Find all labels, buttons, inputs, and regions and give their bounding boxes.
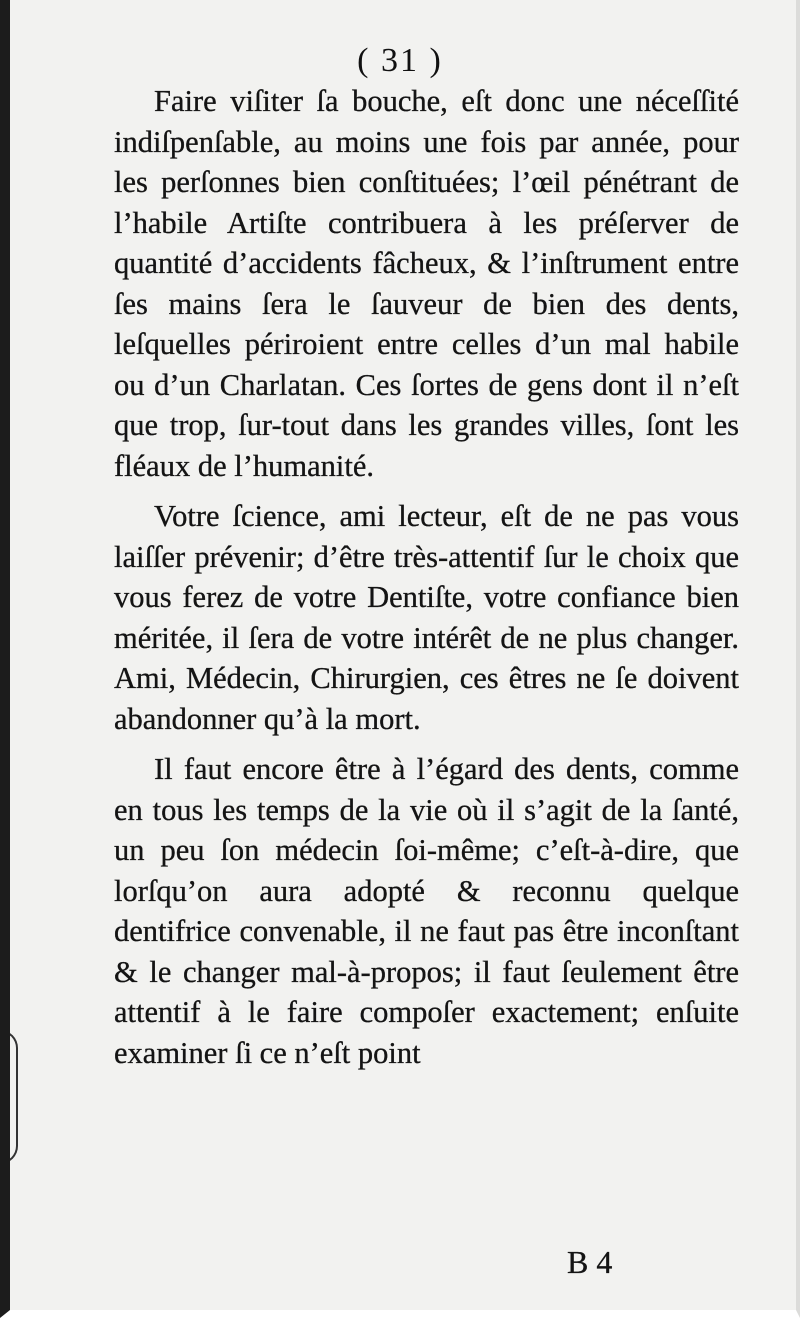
- page-number: ( 31 ): [357, 42, 443, 79]
- paragraph-2: Votre ſcience, ami lecteur, eſt de ne pas vous laiſſer prévenir; d’être très-attentif ſur le choix que vous ferez de votre Dentiſte, votre confiance bien méritée, il ſera de votre intérêt de ne plus changer. Ami, Médecin, Chirurgien, ces êtres ne ſe doivent abandonner qu’à la mort.: [114, 499, 739, 736]
- paragraph-3: Il faut encore être à l’égard des dents, comme en tous les temps de la vie où il s’agit de la ſanté, un peu ſon médecin ſoi-même; c’eſt-à-dire, que lorſqu’on aura adopté & reconnu quelque dentifrice convenable, il ne faut pas être inconſtant & le changer mal-à-propos; il faut ſeulement être attentif à le faire compoſer exactement; enſuite examiner ſi ce n’eſt point: [114, 752, 739, 1070]
- page-curl-shadow: [0, 1030, 18, 1164]
- signature-mark: B 4: [567, 1244, 613, 1280]
- paragraph-1: Faire viſiter ſa bouche, eſt donc une néceſſité indiſpenſable, au moins une fois par année, pour les perſonnes bien conſtituées; l’œil pénétrant de l’habile Artiſte contribuera à les préſerver de quantité d’accidents fâcheux, & l’inſtrument entre ſes mains ſera le ſauveur de bien des dents, leſquelles périroient entre celles d’un mal habile ou d’un Charlatan. Ces ſortes de gens dont il n’eſt que trop, ſur-tout dans les grandes villes, ſont les fléaux de l’humanité.: [114, 84, 739, 483]
- body-text: [114, 81, 739, 1073]
